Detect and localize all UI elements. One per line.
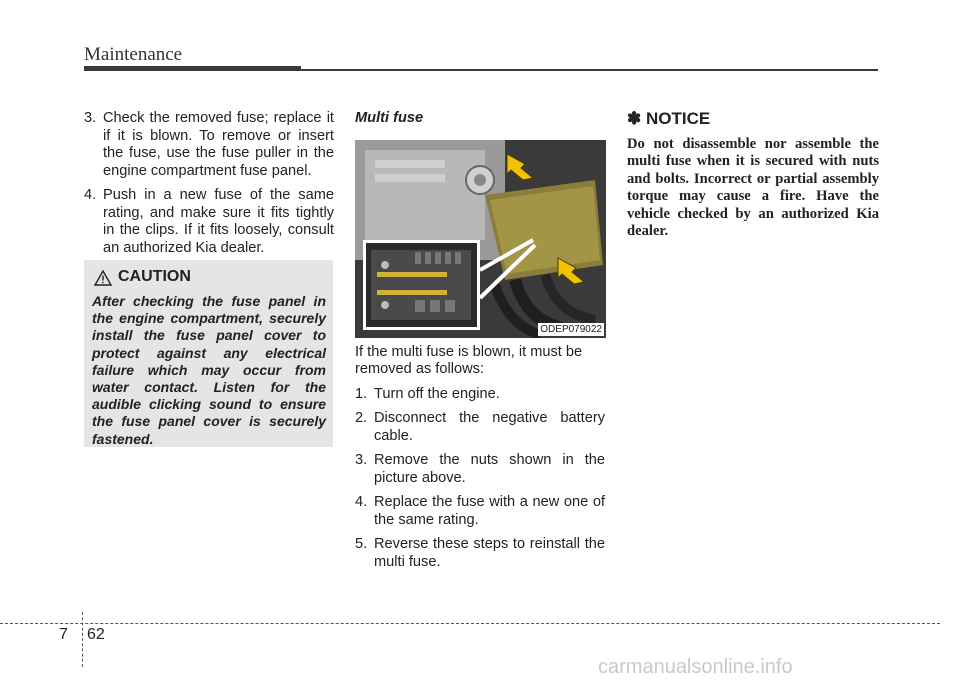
- left-column: [84, 110, 334, 264]
- watermark: carmanualsonline.info: [598, 656, 793, 678]
- middle-column: [355, 110, 605, 578]
- header-rule-thin: [301, 69, 878, 71]
- image-code: ODEP079022: [540, 323, 602, 335]
- warning-triangle-icon: [94, 270, 112, 286]
- right-column: [627, 110, 879, 241]
- footer-rule: [0, 623, 940, 624]
- engine-bay-photo: [355, 140, 606, 338]
- step-number: 3.: [355, 452, 368, 468]
- step-3: [84, 110, 334, 180]
- intro-text: If the multi fuse is blown, it must be removed as follows:: [355, 343, 583, 377]
- caution-text: After checking the fuse panel in the engine compartment, securely install the fuse panel cover to protect against any electrical failure which may occur from water contact. Listen for the audible clicking sound to ensure the fuse panel cover is securely fastened.: [92, 293, 326, 447]
- footer-divider: [82, 612, 83, 667]
- section-heading: Multi fuse: [355, 110, 424, 126]
- step-text: Turn off the engine.: [374, 385, 500, 402]
- step-number: 3.: [84, 110, 97, 126]
- asterisk-icon: ✽: [627, 109, 642, 128]
- step-text: Disconnect the negative battery cable.: [374, 410, 605, 444]
- step-5: [355, 536, 605, 571]
- step-2: [355, 410, 605, 445]
- notice-heading: [627, 110, 879, 128]
- step-text: Replace the fuse with a new one of the same rating.: [374, 494, 605, 528]
- step-4: [84, 187, 334, 257]
- notice-text: Do not disassemble nor assemble the multi fuse when it is secured with nuts and bolts. Incorrect or partial assembly torque may cause a fire. Have the vehicle checked by an authorized Kia dealer.: [627, 135, 879, 240]
- caution-title: CAUTION: [118, 268, 191, 285]
- step-number: 5.: [355, 536, 368, 552]
- step-text: Push in a new fuse of the same rating, and make sure it fits tightly in the clips. If it fits loosely, consult an authorized Kia dealer.: [103, 187, 334, 256]
- step-text: Reverse these steps to reinstall the multi fuse.: [374, 536, 605, 570]
- header-rule-thick: [84, 66, 301, 71]
- multi-fuse-steps-list: [355, 386, 605, 572]
- header-title: Maintenance: [84, 44, 183, 65]
- step-number: 4.: [355, 494, 368, 510]
- step-number: 1.: [355, 385, 368, 402]
- step-number: 4.: [84, 187, 97, 203]
- step-4: [355, 494, 605, 529]
- step-3: [355, 452, 605, 487]
- step-text: Check the removed fuse; replace it if it is blown. To remove or insert the fuse, use the fuse puller in the engine compartment fuse panel.: [103, 110, 334, 179]
- engine-bay-illustration: [355, 140, 606, 338]
- chapter-number: 7: [59, 626, 68, 643]
- page-number: 62: [87, 626, 105, 643]
- caution-box: [84, 260, 333, 447]
- notice-title: NOTICE: [645, 109, 711, 128]
- step-number: 2.: [355, 410, 368, 426]
- step-text: Remove the nuts shown in the picture above.: [374, 452, 605, 486]
- step-1: [355, 386, 605, 404]
- fuse-steps-list: [84, 110, 334, 257]
